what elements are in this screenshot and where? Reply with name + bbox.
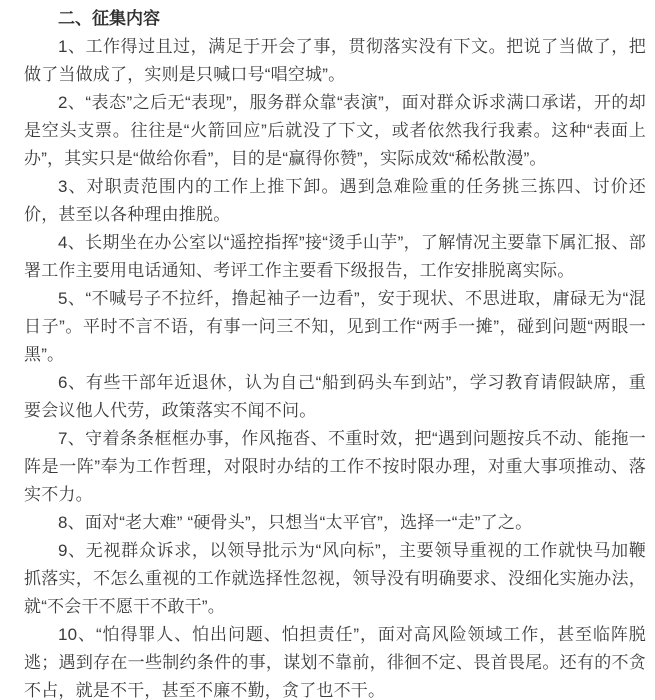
paragraph-3: 3、对职责范围内的工作上推下卸。遇到急难险重的任务挑三拣四、讨价还价，甚至以各种理由推脱。 <box>24 177 646 224</box>
paragraph-9: 9、无视群众诉求，以领导批示为“风向标”，主要领导重视的工作就快马加鞭抓落实，不怎么重视的工作就选择性忽视，领导没有明确要求、没细化实施办法，就“不会干不愿干不敢干”。 <box>24 541 646 616</box>
paragraph-10: 10、“怕得罪人、怕出问题、怕担责任”，面对高风险领域工作，甚至临阵脱逃；遇到存在一些制约条件的事，谋划不靠前，徘徊不定、畏首畏尾。还有的不贪不占，就是不干，甚至不廉不勤，贪了也不干。 <box>24 625 646 700</box>
paragraph-5: 5、“不喊号子不拉纤，撸起袖子一边看”，安于现状、不思进取，庸碌无为“混日子”。平时不言不语，有事一问三不知，见到工作“两手一摊”，碰到问题“两眼一黑”。 <box>24 289 646 364</box>
paragraph-1: 1、工作得过且过，满足于开会了事，贯彻落实没有下文。把说了当做了，把做了当做成了，实则是只喊口号“唱空城”。 <box>24 37 646 84</box>
section-heading: 二、征集内容 <box>58 9 160 28</box>
paragraph-7: 7、守着条条框框办事，作风拖沓、不重时效，把“遇到问题按兵不动、能拖一阵是一阵”奉为工作哲理，对限时办结的工作不按时限办理，对重大事项推动、落实不力。 <box>24 429 646 504</box>
paragraph-8: 8、面对“老大难” “硬骨头”，只想当“太平官”，选择一“走”了之。 <box>58 513 533 532</box>
paragraph-4: 4、长期坐在办公室以“遥控指挥”接“烫手山芋”，了解情况主要靠下属汇报、部署工作主要用电话通知、考评工作主要看下级报告，工作安排脱离实际。 <box>24 233 646 280</box>
paragraph-6: 6、有些干部年近退休，认为自己“船到码头车到站”，学习教育请假缺席，重要会议他人代劳，政策落实不闻不问。 <box>24 373 646 420</box>
paragraph-2: 2、“表态”之后无“表现”，服务群众靠“表演”，面对群众诉求满口承诺，开的却是空头支票。往往是“火箭回应”后就没了下文，或者依然我行我素。这种“表面上办”，其实只是“做给你看”，目的是“赢得你赞”，实际成效“稀松散漫”。 <box>24 93 646 168</box>
